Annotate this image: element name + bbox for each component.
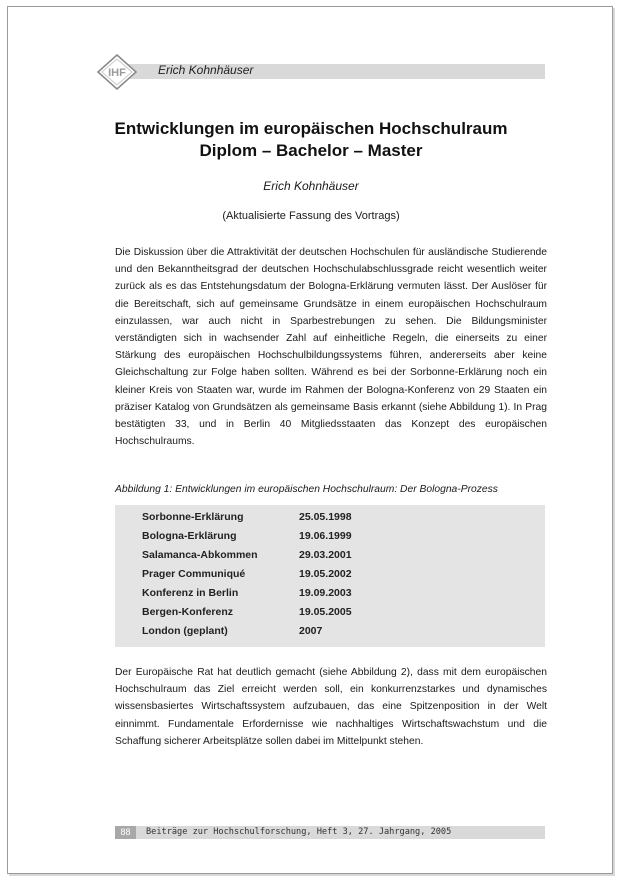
journal-citation: Beiträge zur Hochschulforschung, Heft 3, 27. Jahrgang, 2005 xyxy=(146,827,452,837)
event-name: Bologna-Erklärung xyxy=(142,530,237,542)
table-row xyxy=(142,625,522,644)
event-date: 19.05.2005 xyxy=(299,606,352,618)
table-row xyxy=(142,587,522,606)
event-name: Sorbonne-Erklärung xyxy=(142,511,244,523)
table-row xyxy=(142,530,522,549)
table-row xyxy=(142,549,522,568)
event-date: 19.05.2002 xyxy=(299,568,352,580)
event-name: Prager Communiqué xyxy=(142,568,246,580)
running-header-author: Erich Kohnhäuser xyxy=(158,63,254,77)
event-name: London (geplant) xyxy=(142,625,228,637)
paragraph-1: Die Diskussion über die Attraktivität der deutschen Hochschulen für ausländische Studierende und den Bekanntheitsgrad der deutschen Hochschulabschlussgrade reicht wesentlich weiter zurück als es das Entstehungsdatum der Bologna-Erklärung vermuten lässt. Der Auslöser für die Bereitschaft, sich auf gemeinsame Grundsätze in einem europäischen Hochschulraum einzulassen, war auch nicht in Sparbestrebungen zu sehen. Die Bildungsminister verständigten sich in wachsender Zahl auf einheitliche Regeln, die einerseits zu einer Stärkung des europäischen Hochschulbildungssystems führen, andererseits aber keine Gleichschaltung zur Folge haben sollten. Während es bei der Sorbonne-Erklärung noch ein kleiner Kreis von Staaten war, wurde im Rahmen der Bologna-Konferenz von 29 Staaten ein präziser Katalog von Grundsätzen als gemeinsame Basis erkannt (siehe Abbildung 1). In Prag bestätigten 33, und in Berlin 40 Mitgliedsstaaten das Konzept des europäischen Hochschulraums. xyxy=(115,247,547,448)
event-name: Salamanca-Abkommen xyxy=(142,549,258,561)
article-author: Erich Kohnhäuser xyxy=(263,179,359,193)
event-name: Konferenz in Berlin xyxy=(142,587,239,599)
page-number: 88 xyxy=(115,826,136,839)
event-date: 19.06.1999 xyxy=(299,530,352,542)
table-row xyxy=(142,511,522,530)
event-name: Bergen-Konferenz xyxy=(142,606,234,618)
ihf-logo xyxy=(96,54,138,90)
figure-caption: Abbildung 1: Entwicklungen im europäischen Hochschulraum: Der Bologna-Prozess xyxy=(115,484,498,495)
event-date: 29.03.2001 xyxy=(299,549,352,561)
timeline-table xyxy=(115,505,545,647)
version-note: (Aktualisierte Fassung des Vortrags) xyxy=(222,210,400,222)
event-date: 19.09.2003 xyxy=(299,587,352,599)
logo-text: IHF xyxy=(108,67,126,79)
title-line-1: Entwicklungen im europäischen Hochschulraum xyxy=(114,119,508,138)
article-title xyxy=(60,118,562,162)
event-date: 25.05.1998 xyxy=(299,511,352,523)
title-line-2: Diplom – Bachelor – Master xyxy=(199,141,423,160)
table-row xyxy=(142,568,522,587)
event-date: 2007 xyxy=(299,625,323,637)
table-row xyxy=(142,606,522,625)
paragraph-2: Der Europäische Rat hat deutlich gemacht (siehe Abbildung 2), dass mit dem europäischen Hochschulraum das Ziel erreicht werden soll, ein konkurrenzstarkes und dynamisches wissensbasiertes Wirtschaftssystem aufzubauen, das eine Spitzenposition in der Welt einnimmt. Fundamentale Erfordernisse wie nachhaltiges Wirtschaftswachstum und die Schaffung sicherer Arbeitsplätze sollen dabei im Mittelpunkt stehen. xyxy=(115,667,547,747)
